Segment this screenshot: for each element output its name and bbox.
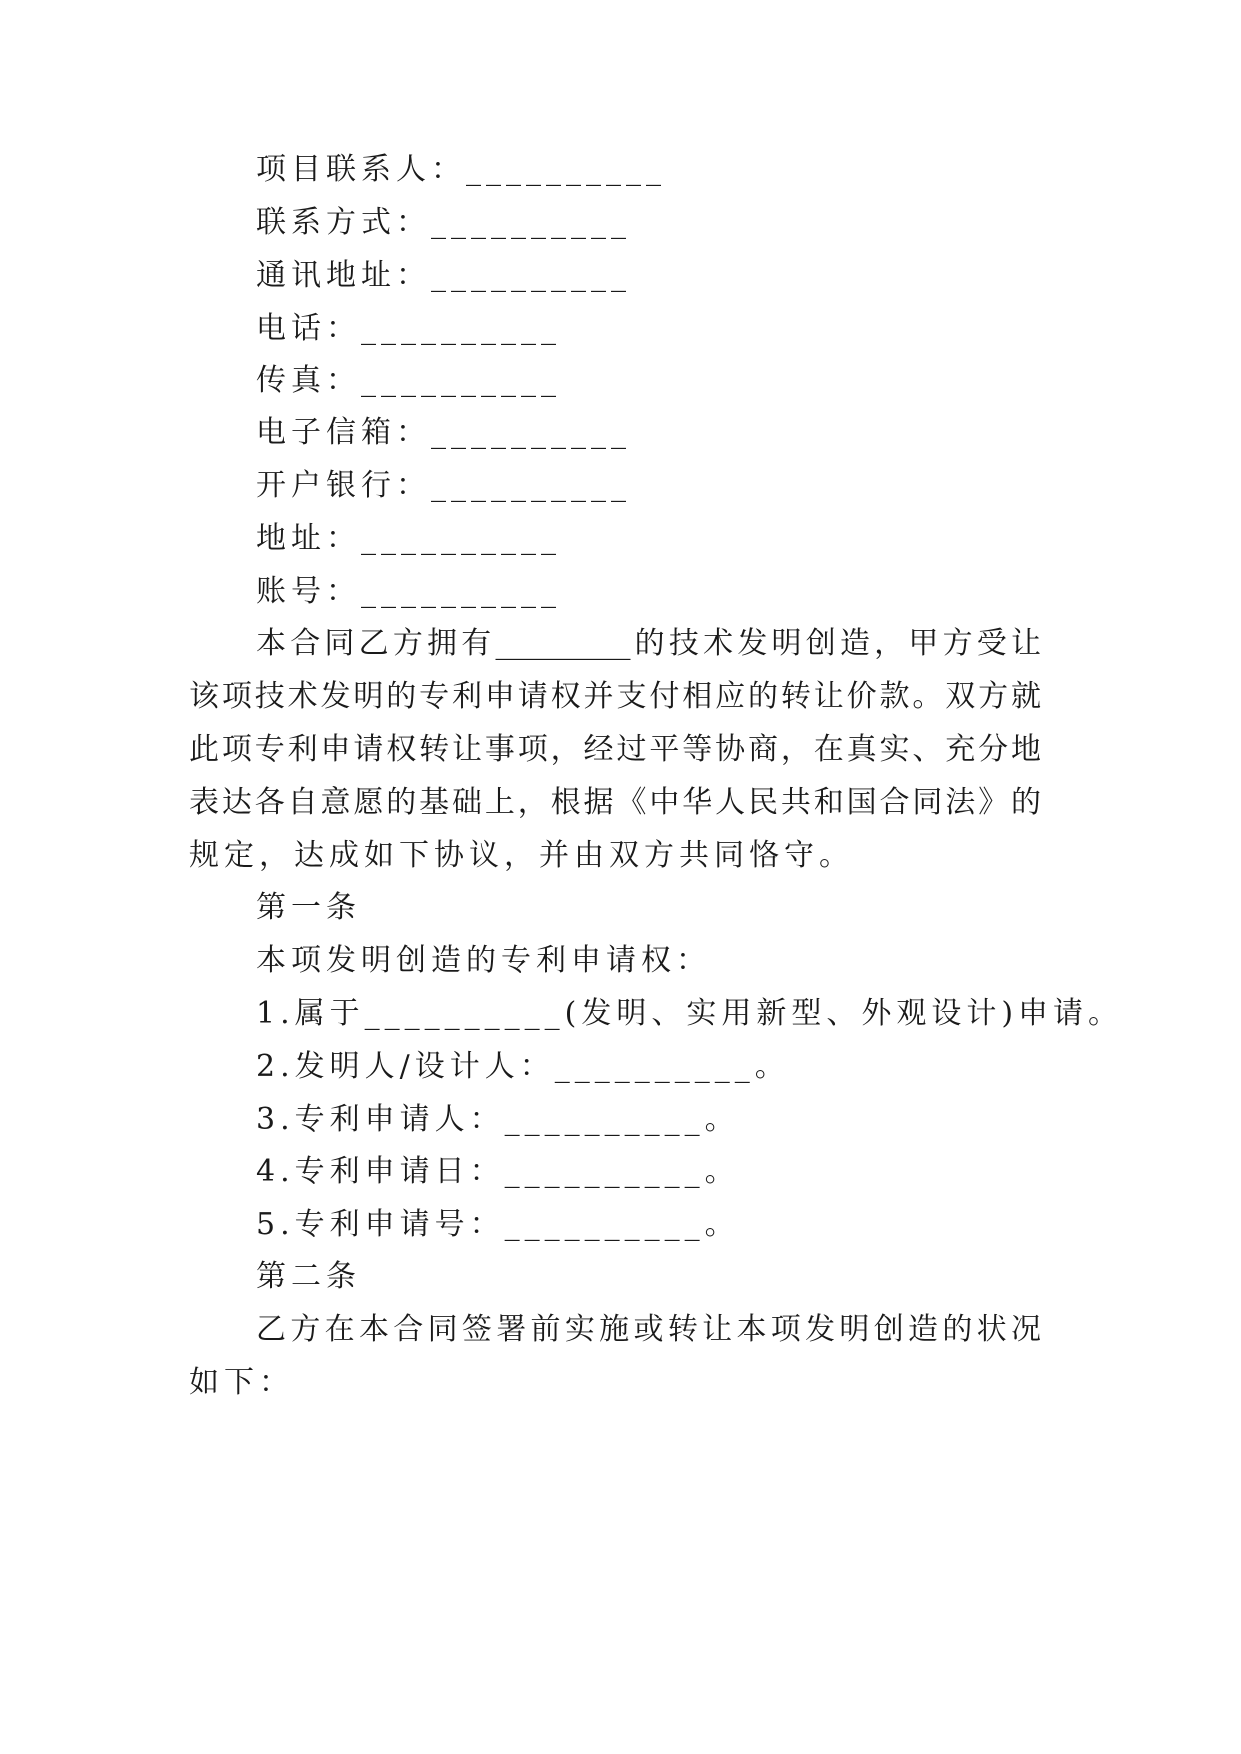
article-2-heading: 第二条 [256,1259,361,1294]
article-1-item: 3.专利申请人：__________。 [256,1102,740,1137]
intro-paragraph-line: 规定，达成如下协议，并由双方共同恪守。 [189,838,854,873]
contact-field-address: 地址：__________ [256,521,561,556]
contact-field-account-number: 账号：__________ [256,574,561,609]
article-2-paragraph-line: 如下： [189,1365,294,1400]
intro-paragraph-line: 表达各自意愿的基础上，根据《中华人民共和国合同法》的 [189,785,1041,820]
contact-field-phone: 电话：__________ [256,311,561,346]
contact-field-contact-method: 联系方式：__________ [256,205,631,240]
article-2-paragraph-line: 乙方在本合同签署前实施或转让本项发明创造的状况 [256,1312,1041,1347]
intro-paragraph-line: 此项专利申请权转让事项，经过平等协商，在真实、充分地 [189,732,1041,767]
contact-field-mailing-address: 通讯地址：__________ [256,258,631,293]
contact-field-fax: 传真：__________ [256,363,561,398]
article-1-item: 4.专利申请日：__________。 [256,1154,740,1189]
intro-paragraph-line: 本合同乙方拥有_________的技术发明创造，甲方受让 [256,626,1041,661]
article-1-item: 2.发明人/设计人：__________。 [256,1049,790,1084]
intro-paragraph-line: 该项技术发明的专利申请权并支付相应的转让价款。双方就 [189,679,1041,714]
article-1-item: 1.属于__________(发明、实用新型、外观设计)申请。 [256,996,1124,1031]
article-1-heading: 第一条 [256,890,361,925]
article-1-lead: 本项发明创造的专利申请权： [256,943,711,978]
article-1-item: 5.专利申请号：__________。 [256,1207,740,1242]
contact-field-bank: 开户银行：__________ [256,468,631,503]
contact-field-email: 电子信箱：__________ [256,415,631,450]
contact-field-project-contact: 项目联系人：__________ [256,152,666,187]
